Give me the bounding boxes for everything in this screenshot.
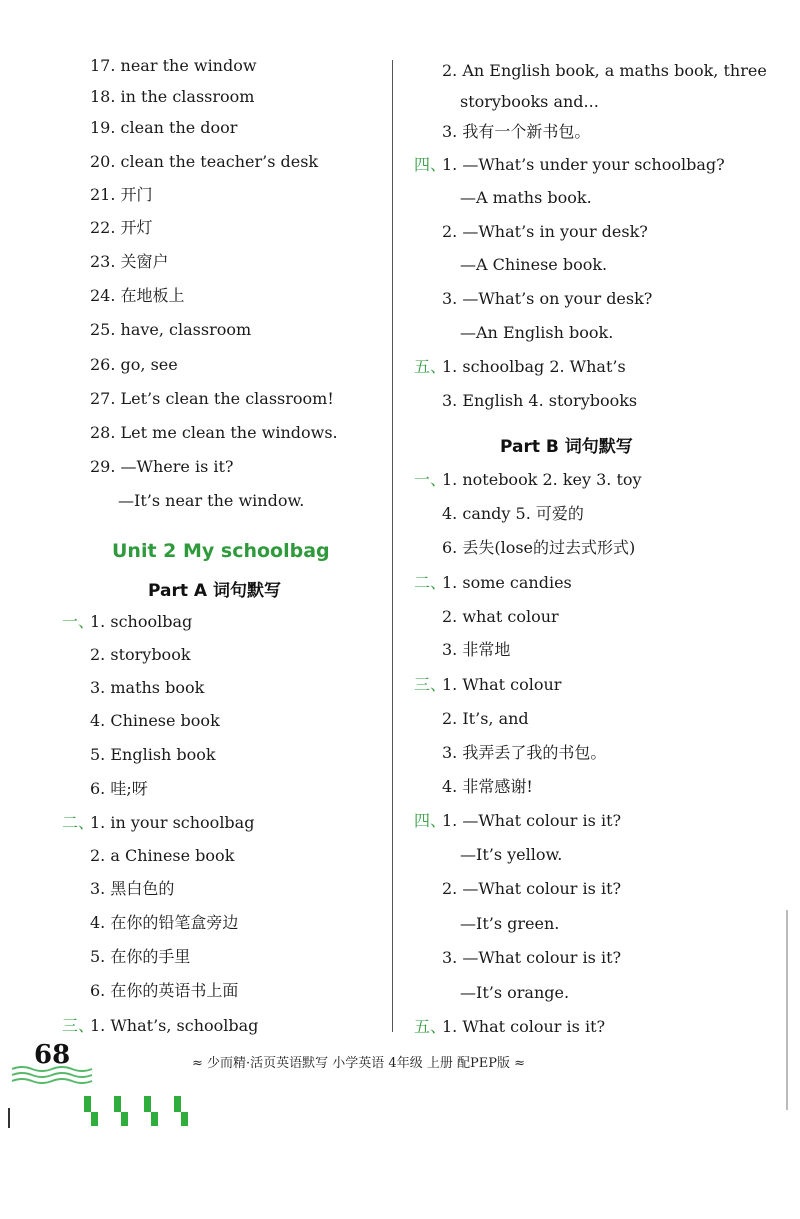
answer-line: 24. 在地板上 xyxy=(90,286,185,305)
answer-line: 4. 在你的铅笔盒旁边 xyxy=(90,913,239,932)
unit-title: Unit 2 My schoolbag xyxy=(112,540,330,562)
answer-line: 23. 关窗户 xyxy=(90,252,169,271)
answer-line: 17. near the window xyxy=(90,56,257,75)
answer-line: 22. 开灯 xyxy=(90,218,153,237)
answer-line: 6. 在你的英语书上面 xyxy=(90,981,239,1000)
answer-line: 3. —What colour is it? xyxy=(442,948,622,967)
answer-line: 1. What’s, schoolbag xyxy=(90,1016,259,1035)
answer-line: 29. —Where is it? xyxy=(90,457,234,476)
answer-line: —It’s green. xyxy=(460,914,560,933)
answer-line: 3. 我有一个新书包。 xyxy=(442,122,591,141)
wave-decoration-icon xyxy=(10,1064,100,1086)
answer-line: —A maths book. xyxy=(460,188,592,207)
scan-right-edge xyxy=(786,910,788,1110)
answer-line: 4. 非常感谢! xyxy=(442,777,533,796)
answer-line: —A Chinese book. xyxy=(460,255,608,274)
answer-line: 27. Let’s clean the classroom! xyxy=(90,389,334,408)
column-divider xyxy=(392,60,393,1032)
section-marker: 五、 xyxy=(414,357,447,376)
answer-line: 2. —What colour is it? xyxy=(442,879,622,898)
answer-line: 19. clean the door xyxy=(90,118,238,137)
answer-line: 3. 黑白色的 xyxy=(90,879,175,898)
green-step-decoration-icon xyxy=(80,1094,200,1130)
answer-line: 1. in your schoolbag xyxy=(90,813,255,832)
section-marker: 五、 xyxy=(414,1017,447,1036)
answer-line: 6. 哇;呀 xyxy=(90,779,148,798)
answer-line: 1. schoolbag xyxy=(90,612,193,631)
answer-line: 3. —What’s on your desk? xyxy=(442,289,653,308)
part-a-title: Part A 词句默写 xyxy=(148,581,281,601)
answer-line: 1. —What colour is it? xyxy=(442,811,622,830)
answer-line: 3. 我弄丢了我的书包。 xyxy=(442,743,607,762)
answer-line: 1. notebook 2. key 3. toy xyxy=(442,470,642,489)
answer-line: —It’s yellow. xyxy=(460,845,563,864)
answer-line: 20. clean the teacher’s desk xyxy=(90,152,319,171)
answer-line: 25. have, classroom xyxy=(90,320,252,339)
answer-line: 6. 丢失(lose的过去式形式) xyxy=(442,538,636,557)
answer-line: 3. English 4. storybooks xyxy=(442,391,638,410)
section-marker: 二、 xyxy=(414,573,447,592)
answer-line: —It’s near the window. xyxy=(118,491,305,510)
answer-line: 1. schoolbag 2. What’s xyxy=(442,357,626,376)
answer-line: 2. a Chinese book xyxy=(90,846,235,865)
answer-line: 2. what colour xyxy=(442,607,559,626)
answer-line: 1. —What’s under your schoolbag? xyxy=(442,155,725,174)
answer-line: 2. —What’s in your desk? xyxy=(442,222,648,241)
answer-line: storybooks and... xyxy=(460,92,599,111)
answer-line: 1. What colour xyxy=(442,675,562,694)
answer-line: 28. Let me clean the windows. xyxy=(90,423,338,442)
answer-line: 26. go, see xyxy=(90,355,178,374)
answer-line: 2. storybook xyxy=(90,645,191,664)
section-marker: 四、 xyxy=(414,811,447,830)
answer-line: —It’s orange. xyxy=(460,983,570,1002)
answer-line: —An English book. xyxy=(460,323,614,342)
answer-line: 2. It’s, and xyxy=(442,709,529,728)
answer-line: 1. What colour is it? xyxy=(442,1017,606,1036)
page-number: 68 xyxy=(34,1040,71,1070)
section-marker: 二、 xyxy=(62,813,95,832)
answer-line: 5. 在你的手里 xyxy=(90,947,191,966)
section-marker: 三、 xyxy=(62,1016,95,1035)
answer-line: 18. in the classroom xyxy=(90,87,255,106)
answer-line: 21. 开门 xyxy=(90,185,153,204)
section-marker: 一、 xyxy=(414,470,447,489)
scan-edge-mark xyxy=(8,1108,10,1128)
part-b-title: Part B 词句默写 xyxy=(500,437,633,457)
answer-line: 5. English book xyxy=(90,745,216,764)
footer-book-title: ≈ 少而精·活页英语默写 小学英语 4年级 上册 配PEP版 ≈ xyxy=(192,1056,525,1071)
section-marker: 三、 xyxy=(414,675,447,694)
answer-line: 2. An English book, a maths book, three xyxy=(442,61,767,80)
answer-line: 4. candy 5. 可爱的 xyxy=(442,504,584,523)
answer-line: 4. Chinese book xyxy=(90,711,220,730)
answer-line: 3. 非常地 xyxy=(442,640,511,659)
answer-line: 3. maths book xyxy=(90,678,205,697)
section-marker: 四、 xyxy=(414,155,447,174)
section-marker: 一、 xyxy=(62,612,95,631)
answer-line: 1. some candies xyxy=(442,573,572,592)
